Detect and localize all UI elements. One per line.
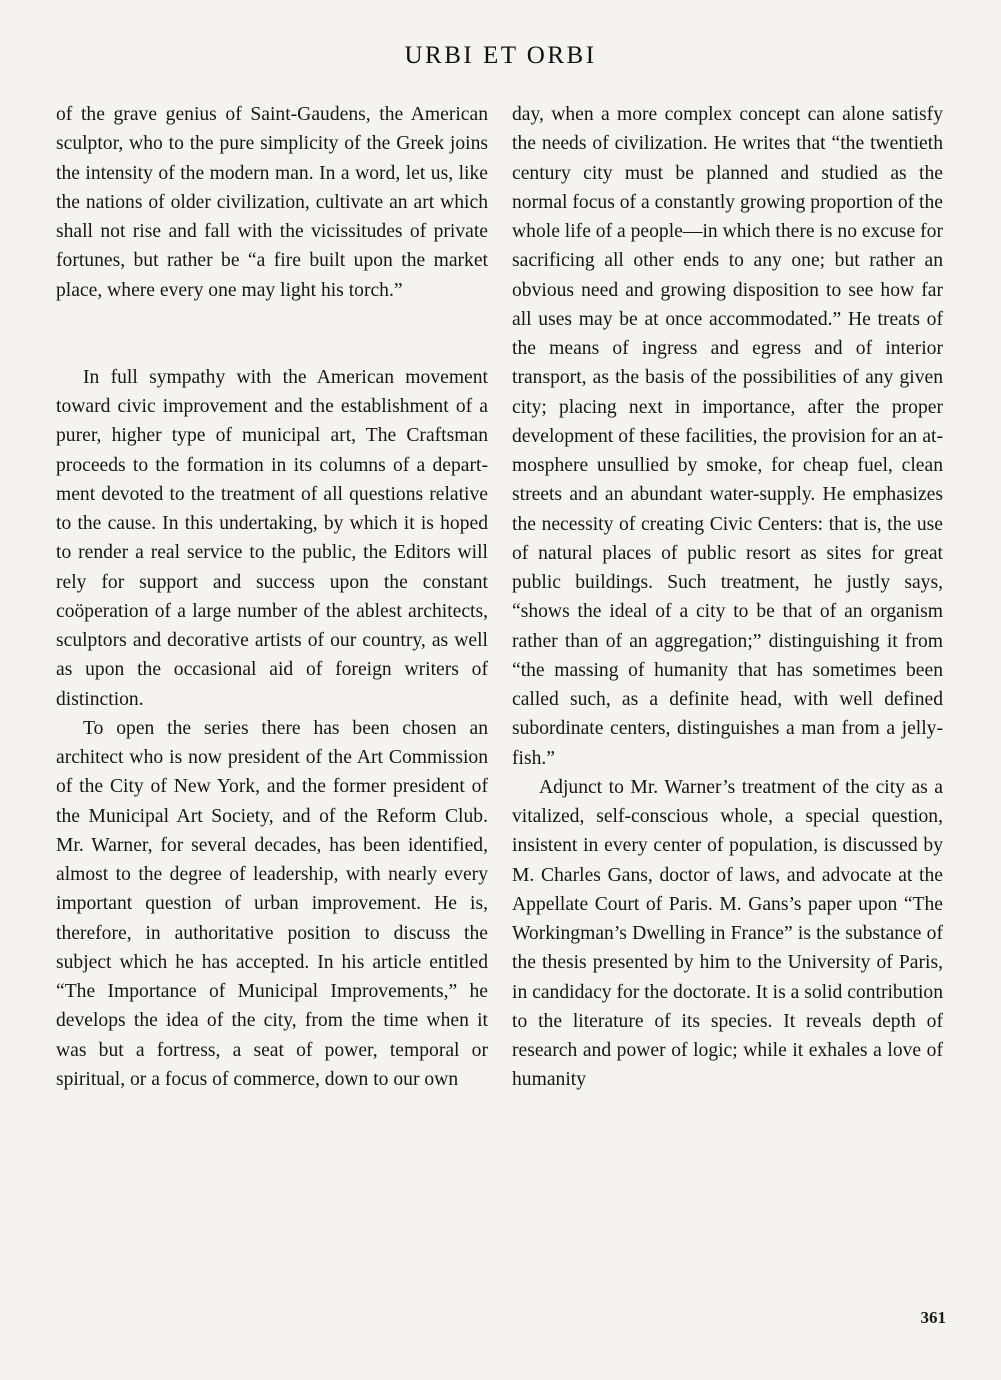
paragraph-gans-dwelling: Adjunct to Mr. Warner’s treatment of the city as a vitalized, self-conscious whole, a special question, insistent in every center of population, is discussed by M. Charles Gans, doctor of laws, and advocate at the Appellate Court of Paris. M. Gans’s paper upon “The Workingman’s Dwelling in France” is the substance of the thesis presented by him to the University of Paris, in candidacy for the doctorate. It is a solid contribution to the literature of its species. It reveals depth of research and power of logic; while it exhales a love of humanity [512, 776, 943, 1091]
left-column [56, 100, 488, 1094]
right-column [512, 100, 943, 1095]
page-number: 361 [920, 1308, 946, 1327]
paragraph-warner-intro: To open the series there has been chosen an architect who is now president of the Art Commission of the City of New York, and the former president of the Municipal Art Society, and of the Reform Club. Mr. Warner, for several decades, has been identified, almost to the degree of leadership, with nearly every important question of urban improvement. He is, therefore, in authoritative position to discuss the subject which he has accepted. In his article entitled “The Importance of Municipal Improvements,” he develops the idea of the city, from the time when it was but a fortress, a seat of power, temporal or spiritual, or a focus of commerce, down to our own [56, 717, 488, 1090]
paragraph-craftsman-department: In full sympathy with the American movement toward civic improvement and the establishment of a purer, higher type of municipal art, The Craftsman proceeds to the formation in its columns of a department devoted to the treatment of all questions relative to the cause. In this undertaking, by which it is hoped to render a real service to the public, the Editors will rely for support and success upon the constant coöperation of a large number of the ablest architects, sculptors and decorative artists of our country, as well as upon the occasional aid of foreign writers of distinction. [56, 366, 488, 710]
paragraph-warner-city: day, when a more complex concept can alone satisfy the needs of civilization. He writes that “the twentieth century city must be planned and studied as the normal focus of a constantly growing proportion of the whole life of a people—in which there is no excuse for sacrificing all other ends to any one; but rather an obvious need and growing disposition to see how far all uses may be at once accommodated.” He treats of the means of ingress and egress and of interior transport, as the basis of the possibilities of any given city; placing next in importance, after the proper development of these facilities, the provision for an atmosphere unsullied by smoke, for cheap fuel, clean streets and an abundant water-supply. He emphasizes the necessity of creating Civic Centers: that is, the use of natural places of public resort as sites for great public buildings. Such treatment, he justly says, “shows the ideal of a city to be that of an organism rather than of an aggregation;” distinguishing it from “the massing of humanity that has sometimes been called such, as a definite head, with well defined subordinate centers, distinguishes a man from a jelly-fish.” [512, 104, 943, 769]
running-title: URBI ET ORBI [404, 42, 597, 69]
paragraph-saint-gaudens: of the grave genius of Saint-Gaudens, the American sculptor, who to the pure simplicity of the Greek joins the intensity of the modern man. In a word, let us, like the nations of older civilization, cultivate an art which shall not rise and fall with the vicissitudes of private fortunes, but rather be “a fire built upon the market place, where every one may light his torch.” [56, 104, 488, 301]
